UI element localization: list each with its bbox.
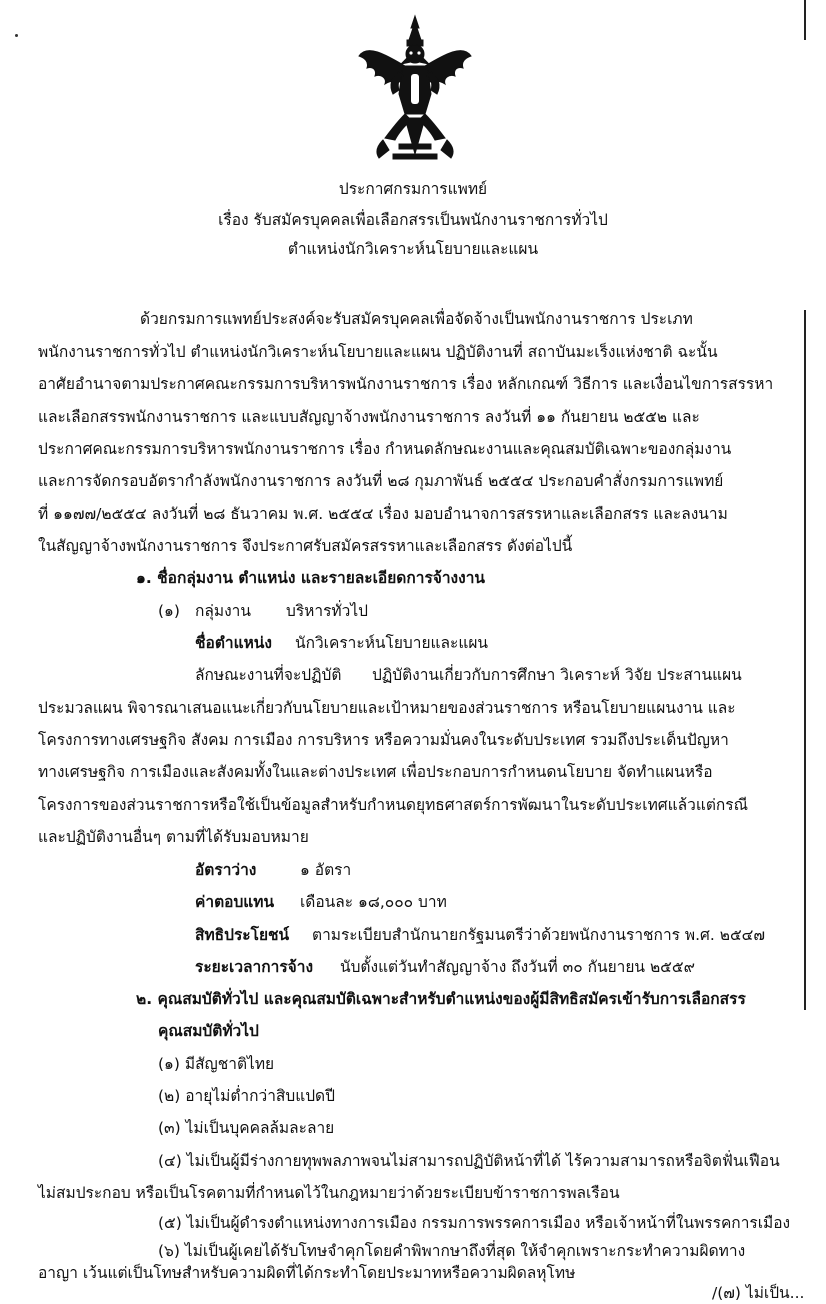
- salary-value: เดือนละ ๑๘,๐๐๐ บาท: [300, 893, 447, 911]
- intro-line-7: ที่ ๑๑๗๗/๒๕๕๔ ลงวันที่ ๒๘ ธันวาคม พ.ศ. ๒๕๕๔ เรื่อง มอบอำนาจการสรรหาและเลือกสรร และลงนาม: [38, 505, 728, 523]
- duty-line-1: ปฏิบัติงานเกี่ยวกับการศึกษา วิเคราะห์ วิจัย ประสานแผน: [372, 666, 742, 684]
- period-value: นับตั้งแต่วันทำสัญญาจ้าง ถึงวันที่ ๓๐ กันยายน ๒๕๕๙: [340, 958, 695, 976]
- section2-subheading: คุณสมบัติทั่วไป: [158, 1022, 259, 1040]
- section2-heading: ๒. คุณสมบัติทั่วไป และคุณสมบัติเฉพาะสำหรับตำแหน่งของผู้มีสิทธิสมัครเข้ารับการเลือกสรร: [136, 990, 746, 1008]
- intro-line-5: ประกาศคณะกรรมการบริหารพนักงานราชการ เรื่อง กำหนดลักษณะงานและคุณสมบัติเฉพาะของกลุ่มงาน: [38, 440, 732, 458]
- group-value: บริหารทั่วไป: [286, 602, 368, 620]
- garuda-emblem: [355, 14, 475, 164]
- duty-line-3: โครงการทางเศรษฐกิจ สังคม การเมือง การบริหาร หรือความมั่นคงในระดับประเทศ รวมถึงประเด็นปัญหา: [38, 731, 729, 749]
- position-value: นักวิเคราะห์นโยบายและแผน: [295, 634, 489, 652]
- intro-line-6: และการจัดกรอบอัตรากำลังพนักงานราชการ ลงวันที่ ๒๘ กุมภาพันธ์ ๒๕๕๔ ประกอบคำสั่งกรมการแพทย์: [38, 472, 724, 490]
- duty-line-2: ประมวลแผน พิจารณาเสนอแนะเกี่ยวกับนโยบายและเป้าหมายของส่วนราชการ หรือนโยบายแผนงาน และ: [38, 699, 736, 717]
- vacancy-label: อัตราว่าง: [195, 861, 257, 879]
- qualification-item-4-cont: ไม่สมประกอบ หรือเป็นโรคตามที่กำหนดไว้ในกฎหมายว่าด้วยระเบียบข้าราชการพลเรือน: [38, 1184, 620, 1202]
- qualification-item-3: (๓) ไม่เป็นบุคคลล้มละลาย: [158, 1119, 335, 1137]
- scan-edge-line-top: [804, 0, 806, 40]
- qualification-item-6: (๖) ไม่เป็นผู้เคยได้รับโทษจำคุกโดยคำพิพากษาถึงที่สุด ให้จำคุกเพราะกระทำความผิดทาง: [158, 1242, 746, 1260]
- qualification-item-1: (๑) มีสัญชาติไทย: [158, 1055, 275, 1073]
- group-label: กลุ่มงาน: [195, 602, 251, 620]
- qualification-item-4: (๔) ไม่เป็นผู้มีร่างกายทุพพลภาพจนไม่สามารถปฏิบัติหน้าที่ได้ ไร้ความสามารถหรือจิตฟั่นเฟือน: [158, 1152, 780, 1170]
- continued-marker: /(๗) ไม่เป็น...: [712, 1284, 805, 1302]
- qualification-item-5: (๕) ไม่เป็นผู้ดำรงตำแหน่งทางการเมือง กรรมการพรรคการเมือง หรือเจ้าหน้าที่ในพรรคการเมือง: [158, 1214, 791, 1232]
- salary-label: ค่าตอบแทน: [195, 893, 275, 911]
- position-label: ชื่อตำแหน่ง: [195, 634, 272, 652]
- scan-edge-line-body: [804, 310, 806, 1010]
- section1-item-number: (๑): [158, 602, 180, 620]
- vacancy-value: ๑ อัตรา: [300, 861, 352, 879]
- qualification-item-6-cont: อาญา เว้นแต่เป็นโทษสำหรับความผิดที่ได้กระทำโดยประมาทหรือความผิดลหุโทษ: [38, 1264, 576, 1282]
- announcement-subject: เรื่อง รับสมัครบุคคลเพื่อเลือกสรรเป็นพนักงานราชการทั่วไป: [218, 211, 608, 229]
- intro-line-4: และเลือกสรรพนักงานราชการ และแบบสัญญาจ้างพนักงานราชการ ลงวันที่ ๑๑ กันยายน ๒๕๕๒ และ: [38, 408, 700, 426]
- period-label: ระยะเวลาการจ้าง: [195, 958, 314, 976]
- benefit-value: ตามระเบียบสำนักนายกรัฐมนตรีว่าด้วยพนักงานราชการ พ.ศ. ๒๕๔๗: [312, 926, 766, 944]
- duty-line-4: ทางเศรษฐกิจ การเมืองและสังคมทั้งในและต่างประเทศ เพื่อประกอบการกำหนดนโยบาย จัดทำแผนหรือ: [38, 763, 713, 781]
- intro-line-3: อาศัยอำนาจตามประกาศคณะกรรมการบริหารพนักงานราชการ เรื่อง หลักเกณฑ์ วิธีการ และเงื่อนไขการสรรหา: [38, 375, 774, 393]
- duty-line-5: โครงการของส่วนราชการหรือใช้เป็นข้อมูลสำหรับกำหนดยุทธศาสตร์การพัฒนาในระดับประเทศแล้วแต่กรณี: [38, 796, 748, 814]
- announcement-title: ประกาศกรมการแพทย์: [338, 180, 488, 198]
- section1-heading: ๑. ชื่อกลุ่มงาน ตำแหน่ง และรายละเอียดการจ้างงาน: [136, 569, 485, 587]
- intro-line-8: ในสัญญาจ้างพนักงานราชการ จึงประกาศรับสมัครสรรหาและเลือกสรร ดังต่อไปนี้: [38, 537, 573, 555]
- intro-line-2: พนักงานราชการทั่วไป ตำแหน่งนักวิเคราะห์นโยบายและแผน ปฏิบัติงานที่ สถาบันมะเร็งแห่งชาติ ฉะนั้น: [38, 343, 718, 361]
- intro-line-1: ด้วยกรมการแพทย์ประสงค์จะรับสมัครบุคคลเพื่อจัดจ้างเป็นพนักงานราชการ ประเภท: [140, 310, 693, 328]
- scan-speck: [15, 34, 18, 37]
- benefit-label: สิทธิประโยชน์: [195, 926, 290, 944]
- duty-line-6: และปฏิบัติงานอื่นๆ ตามที่ได้รับมอบหมาย: [38, 828, 309, 846]
- announcement-position: ตำแหน่งนักวิเคราะห์นโยบายและแผน: [287, 240, 539, 258]
- qualification-item-2: (๒) อายุไม่ต่ำกว่าสิบแปดปี: [158, 1087, 335, 1105]
- duty-label: ลักษณะงานที่จะปฏิบัติ: [195, 666, 342, 684]
